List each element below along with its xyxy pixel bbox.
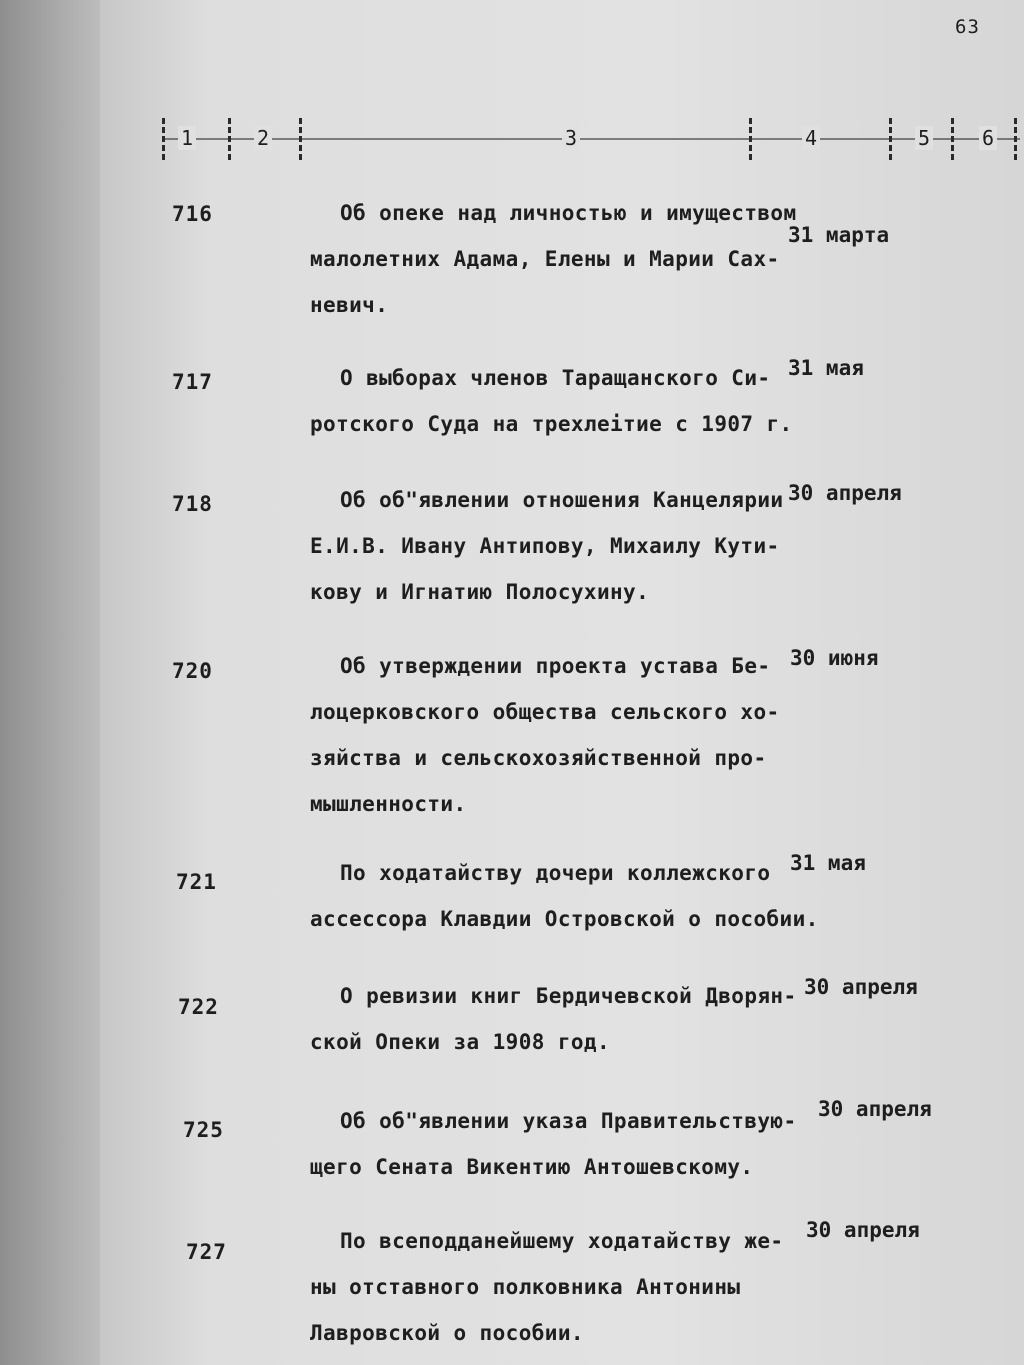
table-column-header xyxy=(162,118,1020,160)
entry-date: 30 апреля xyxy=(804,975,918,999)
entry-text-line: ской Опеки за 1908 год. xyxy=(310,1030,610,1054)
entry-number: 722 xyxy=(178,995,219,1019)
entry-date: 31 мая xyxy=(788,356,864,380)
column-header-4: 4 xyxy=(802,126,820,150)
entry-text-line: Об опеке над личностью и имуществом xyxy=(340,201,797,225)
entry-text-line: Лавровской о пособии. xyxy=(310,1321,584,1345)
column-header-1: 1 xyxy=(178,126,196,150)
entry-date: 30 апреля xyxy=(818,1097,932,1121)
entry-text-line: По ходатайству дочери коллежского xyxy=(340,861,771,885)
entry-text-line: щего Сената Викентию Антошевскому. xyxy=(310,1155,754,1179)
entry-number: 720 xyxy=(172,659,213,683)
column-separator xyxy=(889,118,892,160)
entry-description xyxy=(310,850,819,942)
entry-number: 725 xyxy=(183,1118,224,1142)
entry-number: 716 xyxy=(172,202,213,226)
entry-description xyxy=(310,190,797,328)
entry-description xyxy=(310,643,785,827)
entry-text-line: ротского Суда на трехлеітие с 1907 г. xyxy=(310,412,793,436)
entry-description xyxy=(310,1098,797,1190)
column-separator xyxy=(951,118,954,160)
entry-text-line: зяйства и сельскохозяйственной про- xyxy=(310,746,767,770)
entry-text-line: Об утверждении проекта устава Бе- xyxy=(340,654,771,678)
entry-date: 31 мая xyxy=(790,851,866,875)
entry-number: 727 xyxy=(186,1240,227,1264)
column-header-6: 6 xyxy=(979,126,997,150)
entry-date: 30 июня xyxy=(790,646,879,670)
entry-text-line: Об об"явлении отношения Канцелярии xyxy=(340,488,784,512)
column-separator xyxy=(228,118,231,160)
page-number: 63 xyxy=(955,16,980,38)
entry-description xyxy=(310,973,797,1065)
entry-text-line: По всеподданейшему ходатайству же- xyxy=(340,1229,784,1253)
column-header-3: 3 xyxy=(562,126,580,150)
entry-text-line: ассессора Клавдии Островской о пособии. xyxy=(310,907,819,931)
entry-text-line: невич. xyxy=(310,293,389,317)
entry-description xyxy=(310,1218,785,1356)
column-separator xyxy=(1014,118,1017,160)
entry-text-line: Об об"явлении указа Правительствую- xyxy=(340,1109,797,1133)
entry-number: 718 xyxy=(172,492,213,516)
entry-text-line: кову и Игнатию Полосухину. xyxy=(310,580,650,604)
entry-text-line: малолетних Адама, Елены и Марии Сах- xyxy=(310,247,780,271)
column-separator xyxy=(162,118,165,160)
entry-date: 31 марта xyxy=(788,223,890,247)
column-separator xyxy=(749,118,752,160)
book-spine-shadow xyxy=(0,0,100,1365)
entry-text-line: лоцерковского общества сельского хо- xyxy=(310,700,780,724)
entry-description xyxy=(310,355,793,447)
entry-date: 30 апреля xyxy=(788,481,902,505)
column-header-5: 5 xyxy=(915,126,933,150)
entry-number: 721 xyxy=(176,870,217,894)
entry-description xyxy=(310,477,785,615)
column-header-2: 2 xyxy=(254,126,272,150)
entry-number: 717 xyxy=(172,370,213,394)
entry-date: 30 апреля xyxy=(806,1218,920,1242)
column-separator xyxy=(299,118,302,160)
entry-text-line: О ревизии книг Бердичевской Дворян- xyxy=(340,984,797,1008)
entry-text-line: ны отставного полковника Антонины xyxy=(310,1275,741,1299)
entry-text-line: Е.И.В. Ивану Антипову, Михаилу Кути- xyxy=(310,534,780,558)
entry-text-line: О выборах членов Таращанского Си- xyxy=(340,366,771,390)
entry-text-line: мышленности. xyxy=(310,792,467,816)
